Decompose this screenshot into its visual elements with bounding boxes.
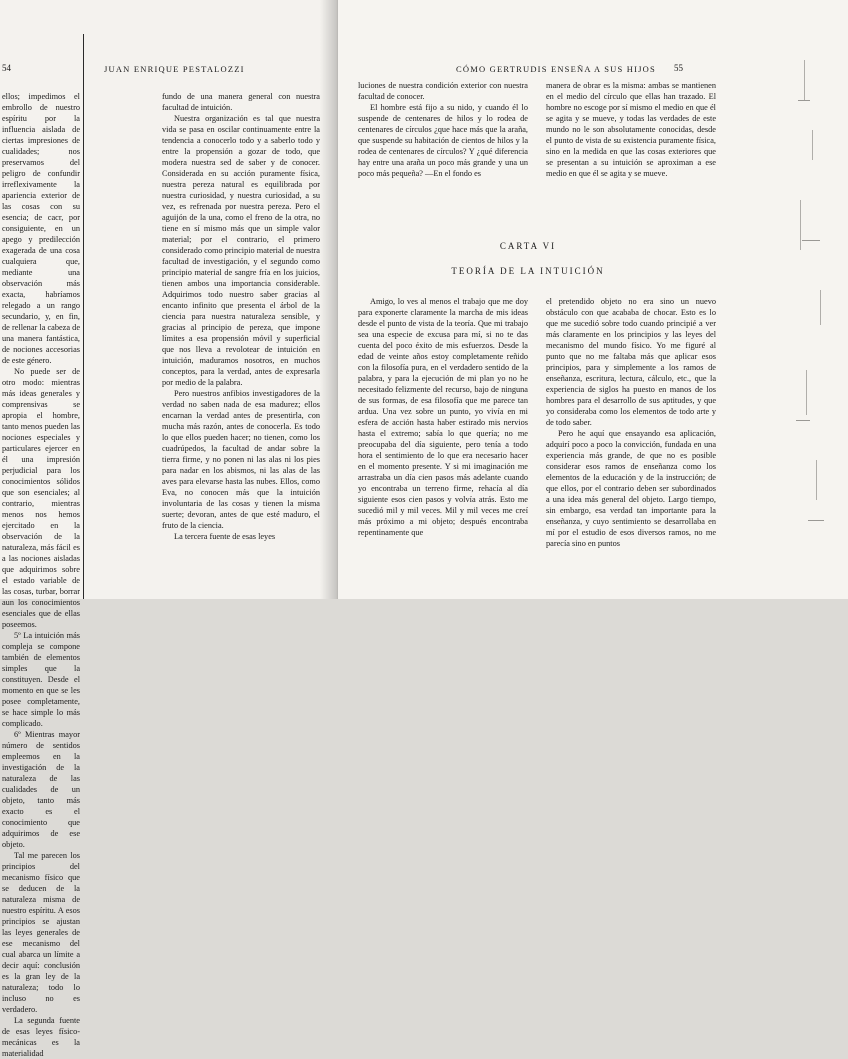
- column-rule: [83, 34, 84, 599]
- bleed-mark: [804, 60, 805, 100]
- bleed-mark: [796, 420, 810, 421]
- left-page-number: 54: [2, 63, 11, 73]
- bleed-mark: [800, 200, 801, 250]
- margin-bleed-marks: [790, 40, 848, 580]
- paragraph: el pretendido objeto no era sino un nuevo obstáculo con que acababa de chocar. Esto es lo que me sucedió sobre todo cuando principié a ver más claramente en los principios y las leyes del mecanismo del mundo físico. Yo me figuré al punto que no me faltaba más que aplicar esos principios, para y simplemente a los ramos de enseñanza, escritura, lectura, cálculo, etc., que la experiencia de siglos ha puesto en manos de los hombres para el desarrollo de sus aptitudes, y que yo consideraba como los elementos de todo arte y de todo saber.: [546, 297, 716, 427]
- bleed-mark: [798, 100, 810, 101]
- left-running-head: JUAN ENRIQUE PESTALOZZI: [104, 64, 245, 74]
- left-page: [0, 0, 338, 1058]
- right-page-column-2-bottom: [546, 296, 716, 599]
- chapter-number: CARTA VI: [499, 241, 557, 251]
- paragraph: luciones de nuestra condición exterior con nuestra facultad de conocer.: [358, 81, 528, 101]
- paragraph: 6º Mientras mayor número de sentidos empleemos en la investigación de la naturaleza de las cualidades de un objeto, tanto más exacto es el conocimiento que adquirimos de ese objeto.: [2, 730, 80, 849]
- paragraph: Amigo, lo ves al menos el trabajo que me doy para exponerte claramente la marcha de mis ideas desde el punto de vista de la teoría. Que mi trabajo sea una especie de excusa para mí, si no te das cuenta del poco éxito de mis esfuerzos. Desde la edad de veinte años estoy completamente reñido con la filosofía pura, en el verdadero sentido de la palabra, y para la ejecución de mi plan yo no he necesitado felizmente del recurso, bajo de ninguna de sus formas, de esa filosofía que me parece tan ardua. Una vez sobre un punto, yo vivía en mi esfera de acción hasta haber estirado mis nervios hasta el extremo; sabía lo que quería; no me preocupaba del día siguiente, pero tenía a todo hora el sentimiento de lo que era necesario hacer en el momento presente. Y si mi imaginación me arrastraba un día cien pasos más adelante cuando yo encontraba un terreno firme, rehacía al día siguiente esos cien pasos y volvía atrás. Esto me sucedió mil y mil veces. Mil y mil veces me creí más próximo a mi objeto; después encontraba repentinamente que: [358, 297, 528, 537]
- paragraph: Tal me parecen los principios del mecanismo físico que se deducen de la naturaleza misma de nuestro espíritu. A esos principios se ajustan las leyes generales de ese mecanismo del cual abarca un límite a decir aquí: conclusión es la gran ley de la naturaleza; todo lo incluso no es verdadero.: [2, 851, 80, 1014]
- paragraph: La segunda fuente de esas leyes físico-mecánicas es la materialidad: [2, 1016, 80, 1058]
- paragraph: manera de obrar es la misma: ambas se mantienen en el medio del círculo que ellas han trazado. El hombre no escoge por sí mismo el medio en que él se agita y se mueve, y todas las verdades de este mundo no le son absolutamente conocidas, desde el punto de vista de su existencia puramente física, sino en la medida en que las cosas exteriores que se presentan a su intuición se aproximan a ese medio en que él se agita y se mueve.: [546, 81, 716, 178]
- right-page-column-2-top: [546, 80, 716, 220]
- bleed-mark: [808, 520, 824, 521]
- left-page-column-2: [162, 91, 320, 599]
- paragraph: Pero he aquí que ensayando esa aplicación, adquirí poco a poco la convicción, fundada en una experiencia más grande, de que no es posible considerar esos ramos de enseñanza como los elementos de la educación y de la instrucción; de que ellos, por el contrario deben ser subordinados a una idea más general del objeto. Largo tiempo, sin embargo, esa verdad tan importante para la enseñanza, y cuyo sentimiento se desarrollaba en mí por el estudio de esos diversos ramos, no me parecía sino en puntos: [546, 429, 716, 548]
- paragraph: fundo de una manera general con nuestra facultad de intuición.: [162, 92, 320, 112]
- paragraph: Pero nuestros anfibios investigadores de la verdad no saben nada de esa madurez; ellos encarnan la verdad antes de presentirla, con mucha más razón, antes de conocerla. Es todo lo que ellos pueden hacer; no tienen, como los cuadrúpedos, la facultad de andar sobre la tierra firme, y no ponen ni las alas ni los pies para nadar en los abismos, ni las alas de las aves para elevarse hasta las nubes. Ellos, como Eva, no conocen más que la intuición involuntaria de las cosas y tienen la misma suerte; devoran, antes de que esté maduro, el fruto de la ciencia.: [162, 389, 320, 530]
- right-running-head: CÓMO GERTRUDIS ENSEÑA A SUS HIJOS: [456, 64, 656, 74]
- bleed-mark: [812, 130, 813, 160]
- paragraph: No puede ser de otro modo: mientras más ideas generales y comprensivas se apropia el hombre, tanto menos pueden las nociones especiales y particulares ejercer en él una impresión perjudicial para los conocimientos sólidos que son esenciales; al contrario, mientras menos nos hemos ejercitado en la observación de la naturaleza, más fácil es a las nociones aisladas que adquirimos sobre el estado variable de las cosas, turbar, borrar aun los conocimientos esenciales que de ellas poseemos.: [2, 367, 80, 629]
- right-page: [338, 0, 848, 599]
- right-page-column-1-top: [358, 80, 528, 220]
- paragraph: Nuestra organización es tal que nuestra vida se pasa en oscilar continuamente entre la tendencia a conocerlo todo y a saberlo todo y entre la propensión a gozar de todo, que modera nuestra sed de saber y de conocer. Considerada en su acción puramente física, nuestra pereza natural es equilibrada por nuestra curiosidad, y nuestra curiosidad, a su vez, es refrenada por nuestra pereza. Pero el aguijón de la una, como el freno de la otra, no tiene en sí mismo más que un simple valor material; por el contrario, el primero considerado como principio material de nuestra facultad de investigación, y el segundo como principio material de sangre fría en los juicios, tienen ambos una importancia considerable. Adquirimos todo nuestro saber gracias al encanto infinito que presenta el árbol de la ciencia para nuestra naturaleza sensible, y gracias al principio de pereza, que impone límites a esa propensión móvil y superficial que nos lleva a revolotear de intuición en intuición, maduramos nosotros, en muchos conceptos, para la verdad, antes de expresarla por medio de la palabra.: [162, 114, 320, 387]
- bleed-mark: [806, 370, 807, 415]
- paragraph: La tercera fuente de esas leyes: [174, 532, 276, 541]
- right-page-number: 55: [674, 63, 683, 73]
- paragraph: ellos; impedimos el embrollo de nuestro espíritu por la influencia aislada de ciertas impresiones de cualidades; nos preservamos del peligro de confundir irreflexivamente la apariencia exterior de las cosas con su esencia; de cacr, por consiguiente, en un apego y predilección exagerada de una cosa cualquiera que, mediante una observación más exacta, habríamos relegado a un rango secundario, y, en fin, de rellenar la cabeza de una manera fantástica, de nociones accesorias de este género.: [2, 92, 80, 365]
- bleed-mark: [802, 240, 820, 241]
- chapter-title: TEORÍA DE LA INTUICIÓN: [451, 266, 605, 276]
- left-page-column-1: [2, 91, 80, 1058]
- bleed-mark: [816, 460, 817, 500]
- bleed-mark: [820, 290, 821, 325]
- paragraph: 5º La intuición más compleja se compone también de elementos simples que la constituyen. Desde el momento en que se les posee completamente, se hace simple lo más complicado.: [2, 631, 80, 728]
- right-page-column-1-bottom: [358, 296, 528, 599]
- paragraph: El hombre está fijo a su nido, y cuando él lo suspende de centenares de hilos y lo rodea de centenares de círculos ¿que hace más que la araña, que suspende su habitación de cientos de hilos y la rodea de centenares de círculos? Y ¿qué diferencia hay entre una araña un poco más grande y una un poco más pequeña? —En el fondo es: [358, 103, 528, 178]
